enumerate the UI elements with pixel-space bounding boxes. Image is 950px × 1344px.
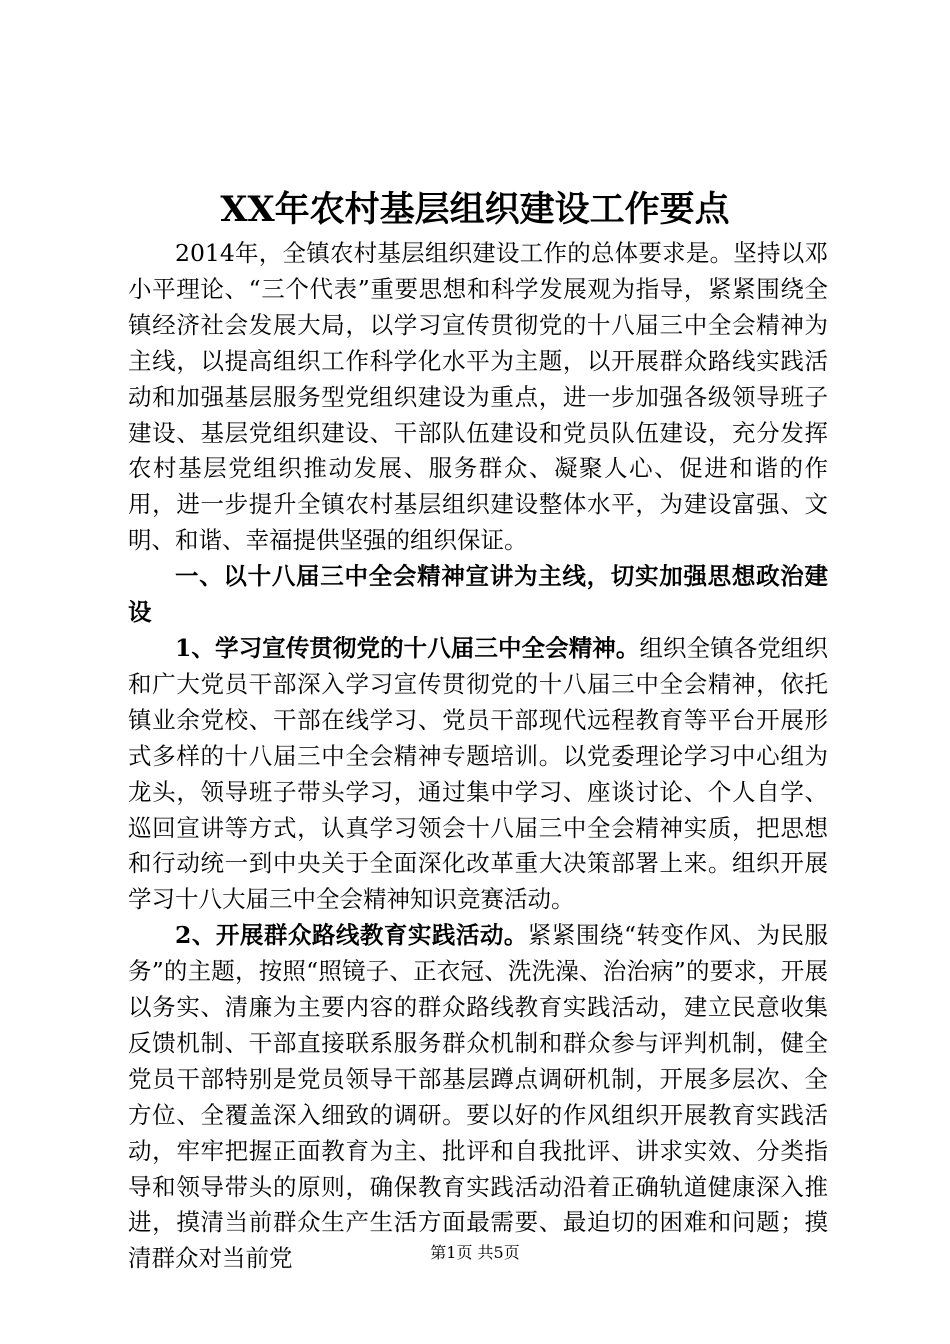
document-title: XX年农村基层组织建设工作要点 xyxy=(220,189,730,230)
item-1-lead: 1、学习宣传贯彻党的十八届三中全会精神。 xyxy=(175,633,640,662)
item-paragraph-2 xyxy=(128,918,828,1277)
item-paragraph-1 xyxy=(128,631,828,918)
page-footer: 第1页 共5页 xyxy=(430,1243,520,1262)
section-heading-1: 一、以十八届三中全会精神宣讲为主线，切实加强思想政治建设 xyxy=(128,562,828,627)
intro-paragraph xyxy=(128,236,828,559)
item-2-lead: 2、开展群众路线教育实践活动。 xyxy=(175,921,528,950)
document-body xyxy=(128,236,828,1277)
intro-paragraph-text: 2014年，全镇农村基层组织建设工作的总体要求是。坚持以邓小平理论、“三个代表”重要思想和科学发展观为指导，紧紧围绕全镇经济社会发展大局，以学习宣传贯彻党的十八届三中全会精神为主线，以提高组织工作科学化水平为主题，以开展群众路线实践活动和加强基层服务型党组织建设为重点，进一步加强各级领导班子建设、基层党组织建设、干部队伍建设和党员队伍建设，充分发挥农村基层党组织推动发展、服务群众、凝聚人心、促进和谐的作用，进一步提升全镇农村基层组织建设整体水平，为建设富强、文明、和谐、幸福提供坚强的组织保证。 xyxy=(128,239,828,555)
item-1-text: 组织全镇各党组织和广大党员干部深入学习宣传贯彻党的十八届三中全会精神，依托镇业余党校、干部在线学习、党员干部现代远程教育等平台开展形式多样的十八届三中全会精神专题培训。以党委理论学习中心组为龙头，领导班子带头学习，通过集中学习、座谈讨论、个人自学、巡回宣讲等方式，认真学习领会十八届三中全会精神实质，把思想和行动统一到中央关于全面深化改革重大决策部署上来。组织开展学习十八大届三中全会精神知识竞赛活动。 xyxy=(128,633,828,914)
item-2-text: 紧紧围绕“转变作风、为民服务”的主题，按照“照镜子、正衣冠、洗洗澡、治治病”的要求，开展以务实、清廉为主要内容的群众路线教育实践活动，建立民意收集反馈机制、干部直接联系服务群众机制和群众参与评判机制，健全党员干部特别是党员领导干部基层蹲点调研机制，开展多层次、全方位、全覆盖深入细致的调研。要以好的作风组织开展教育实践活动，牢牢把握正面教育为主、批评和自我批评、讲求实效、分类指导和领导带头的原则，确保教育实践活动沿着正确轨道健康深入推进，摸清当前群众生产生活方面最需要、最迫切的困难和问题；摸清群众对当前党 xyxy=(128,921,828,1273)
